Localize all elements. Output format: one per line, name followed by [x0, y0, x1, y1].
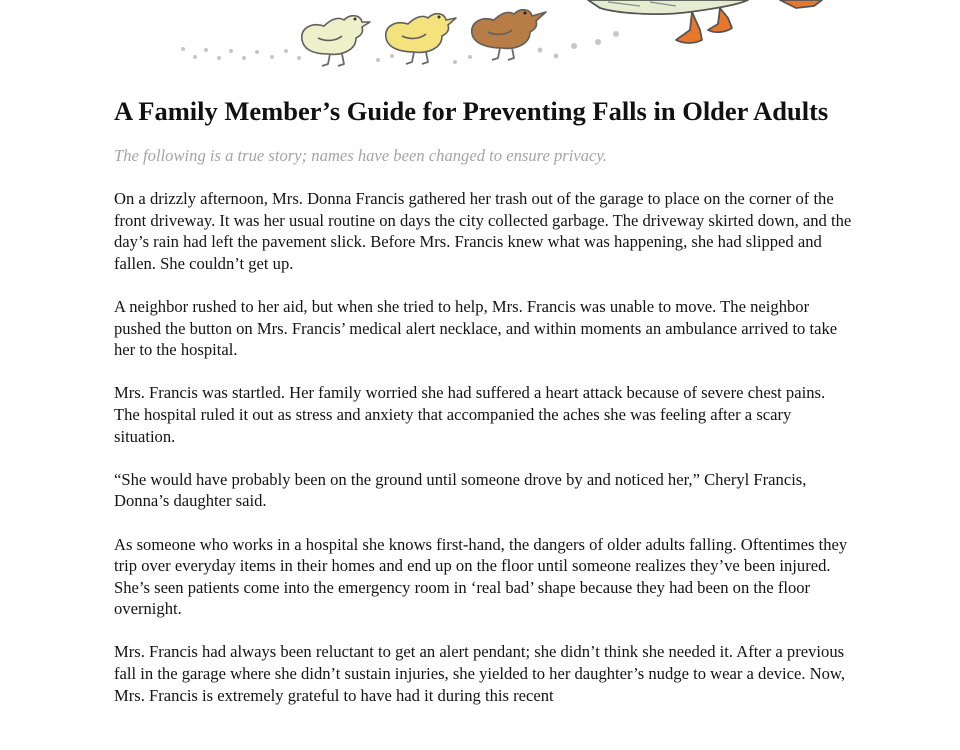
duckling-yellow-icon	[386, 14, 456, 64]
document-title: A Family Member’s Guide for Preventing Falls in Older Adults	[114, 96, 829, 126]
ducks-illustration	[0, 0, 960, 80]
paragraph-2: A neighbor rushed to her aid, but when she tried to help, Mrs. Francis was unable to move. The neighbor pushed the button on Mrs. Francis’ medical alert necklace, and within moments an ambulance arrived to take her to the hospital.	[114, 296, 838, 360]
paragraph-5: As someone who works in a hospital she knows first-hand, the dangers of older adults falling. Oftentimes they trip over everyday items in their homes and end up on the floor until someone realizes they’ve been injured. She’s seen patients come into the emergency room in ‘real bad’ shape because they had been on the floor overnight.	[114, 534, 848, 619]
duckling-pale-icon	[302, 16, 370, 66]
duckling-brown-icon	[472, 10, 546, 60]
paragraph-6: Mrs. Francis had always been reluctant to get an alert pendant; she didn’t think she needed it. After a previous fall in the garage where she didn’t sustain injuries, she yielded to her daughter’s nudge to wear a device. Now, Mrs. Francis is extremely grateful to have had it during this recent	[114, 642, 845, 705]
mother-duck-icon	[588, 0, 822, 43]
paragraph-4: “She would have probably been on the ground until someone drove by and noticed her,” Cheryl Francis, Donna’s daughter said.	[114, 469, 807, 511]
privacy-note: The following is a true story; names have been changed to ensure privacy.	[114, 146, 607, 165]
paragraph-1: On a drizzly afternoon, Mrs. Donna Francis gathered her trash out of the garage to place on the corner of the front driveway. It was her usual routine on days the city collected garbage. The driveway skirted down, and the day’s rain had left the pavement slick. Before Mrs. Francis knew what was happening, she had slipped and fallen. She couldn’t get up.	[114, 189, 852, 273]
document-body	[114, 95, 854, 728]
paragraph-3: Mrs. Francis was startled. Her family worried she had suffered a heart attack because of severe chest pains. The hospital ruled it out as stress and anxiety that accompanied the aches she was feeling after a scary situation.	[114, 383, 826, 446]
